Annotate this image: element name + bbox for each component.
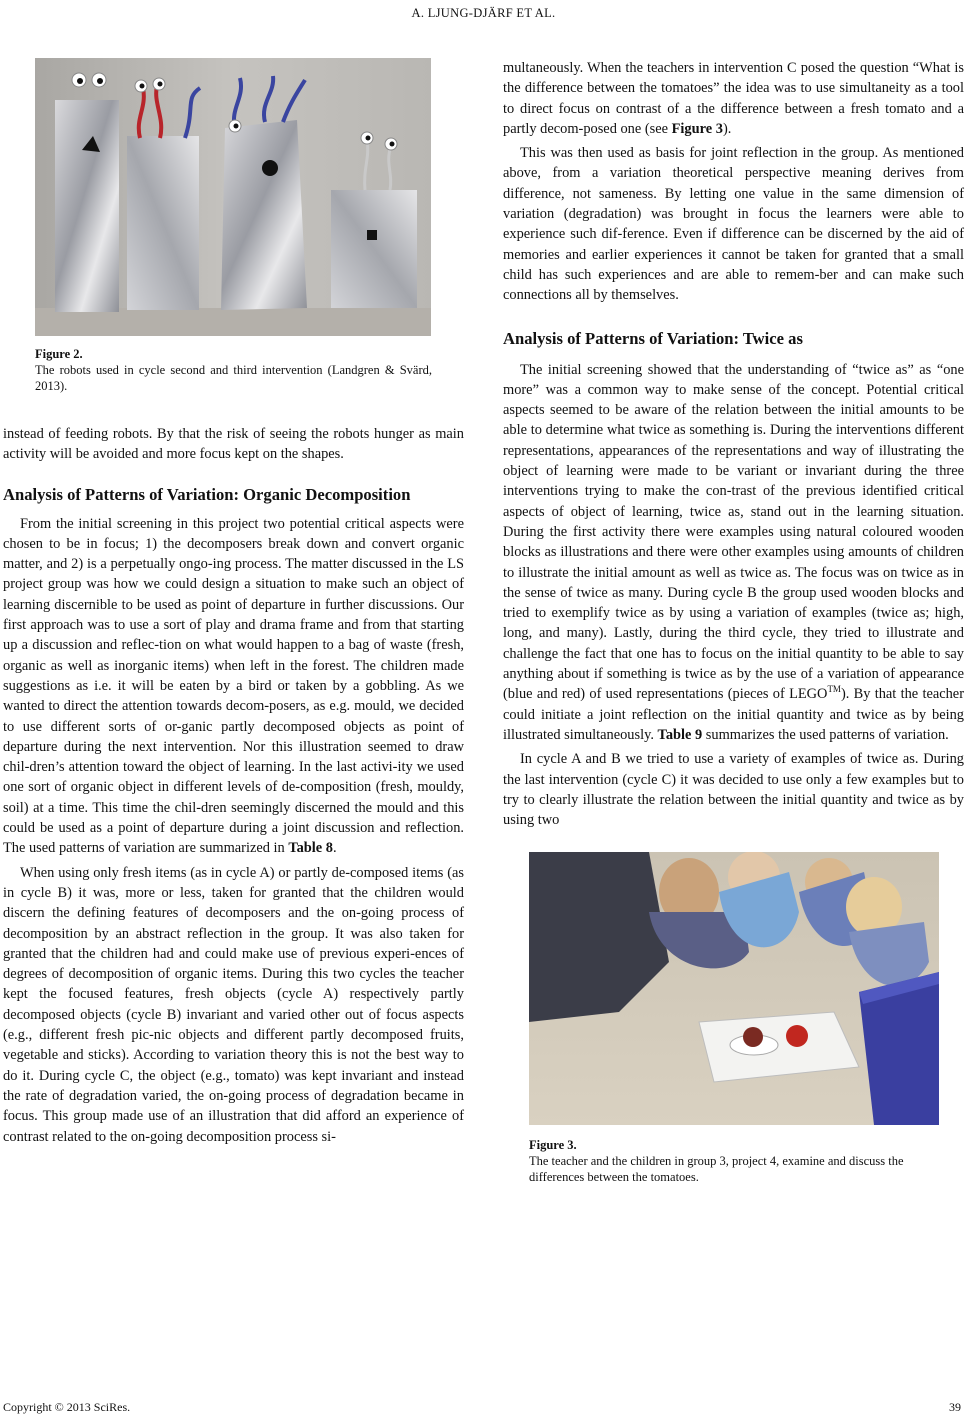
tomatoes-photo (529, 852, 939, 1125)
table-8-reference[interactable]: Table 8 (288, 840, 333, 857)
organic-paragraph-2: When using only fresh items (as in cycle A) or partly de-composed items (as in cycle B) it was, more or less, taken for granted that the children would discern the defining features of decomposers and the on-going process of decomposition by an abstract reflection in the group. It was also taken for granted that the children had and could make use of previous experi-ences of degrees of decomposition of organic items. During this two cycles the teacher kept the focused features, fresh objects (cycle A) respectively partly decomposed objects (cycle B) invariant and varied other out of focus aspects (e.g., different fresh pic-nic objects and different partly decomposed fruits, vegetable and sticks). According to variation theory this is not the best way to do it. During cycle C, the object (e.g., tomato) was kept invariant and instead the rate of degradation varied, the on-going process of degradation became in focus. This group made use of an illustration that did afford an experience of contrast related to the on-going decomposition process si- (3, 864, 464, 1145)
organic-paragraph-1: From the initial screening in this project two potential critical aspects were chosen to be in focus; 1) the decomposers break down and convert organic matter, and 2) is a perpetually ongo-ing process. The matter discussed in the LS project group was how we could design a situation to make such an object of learning discernible to be used as point of departure in further discussions. Our first approach was to use a sort of play and drama frame and from that starting up a discussion and reflec-tion on what would happen to a bag of waste (fresh, organic as well as inorganic items) when left in the forest. The children made suggestions as i.e. it will be eaten by a bird or taken by a gobbling. As we wanted to direct the attention towards decom-posers, as e.g. mould, we decided to use different sorts of or-ganic partly decomposed objects as point of departure during the next intervention. Nor this illustration seemed to draw chil-dren’s attention toward the object of learning. In the last activi-ity we used one sort of organic object in different levels of de-composition (fresh, mouldy, soil) at a time. This time the chil-dren seemingly discerned the mould and this could be used as a point of departure during a joint discussion and reflection. The used patterns of variation are summarized in Table 8. (3, 515, 464, 857)
right-column (503, 58, 964, 1185)
page-footer (3, 1400, 961, 1415)
running-head: A. LJUNG-DJÄRF ET AL. (411, 6, 556, 20)
page-number: 39 (949, 1400, 961, 1414)
robots-photo (35, 58, 431, 336)
copyright: Copyright © 2013 SciRes. (3, 1400, 131, 1414)
left-column (3, 52, 464, 1147)
tomatoes-illustration (529, 852, 939, 1125)
figure-3-title: Figure 3. (529, 1138, 577, 1153)
figure-3-caption (529, 1137, 939, 1185)
figure-3-reference[interactable]: Figure 3 (671, 120, 723, 137)
figure-2-title: Figure 2. (35, 347, 83, 361)
twice-as-paragraph-1: The initial screening showed that the understanding of “twice as” as “one more” was a common way to make sense of the concept. Potential critical aspects seemed to be aware of the relation between the initial amounts to be able to determine what twice as something is. During the interventions different representations, appearances of the representations and way of illustrating the object of learning were made to be variant or invariant during the three interventions trying to make the con-trast of the previous identified critical aspects of object of learning, twice as, stand out in the learning situation. During the first activity there were examples using natural coloured wooden blocks as illustrations and there were other examples using amounts of children to illustrate the initial amount as well as twice as. The focus was on twice as in the sense of twice as many. During cycle B the group used wooden blocks and tried to exemplify twice as by using a variation of examples (twice as; high, long, and many). Lastly, during the third cycle, they tried to illustrate and challenge the fact that one has to focus on the initial quantity to be able to say anything about if something is twice as by the use of a variation of appearance (blue and red) of used representations (pieces of LEGO™). By that the teacher could initiate a joint reflection on the initial quantity and twice as by being illustrated simultaneously. Table 9 summarizes the used patterns of variation. (503, 361, 964, 743)
figure-3-caption-text: The teacher and the children in group 3, project 4, examine and discuss the differences between the tomatoes. (529, 1154, 904, 1185)
table-9-reference[interactable]: Table 9 (657, 726, 703, 743)
trademark-superscript: TM (827, 684, 841, 695)
figure-2-caption-text: The robots used in cycle second and third intervention (Landgren & Svärd, 2013). (35, 363, 432, 393)
figure-3 (529, 852, 939, 1185)
section-heading-organic-decomposition: Analysis of Patterns of Variation: Organic Decomposition (3, 484, 411, 504)
twice-as-paragraph-2: In cycle A and B we tried to use a variety of examples of twice as. During the last intervention (cycle C) it was decided to use only a few examples but to try to clearly illustrate the relation between the initial quantity and twice as by using two (503, 751, 964, 829)
reflection-paragraph: This was then used as basis for joint reflection in the group. As mentioned above, from a variation theoretical perspective meaning derives from difference, not sameness. By letting one value in the same dimension of variation (degradation) was brought in focus the learners were able to experience such dif-ference. Even if difference can be discerned by the aid of memories and earlier experiences it cannot be taken for granted that a small child has such experiences and are able to remem-ber and can make such connections all by themselves. (503, 145, 964, 304)
figure-2-caption (35, 346, 432, 394)
right-continuation-paragraph: multaneously. When the teachers in intervention C posed the question “What is the difference between the tomatoes” the idea was to use simultaneity as a tool to direct focus on contrast of a the difference between a fresh tomato and a partly decom-posed one (see Figure 3). (503, 60, 964, 137)
section-heading-twice-as: Analysis of Patterns of Variation: Twice as (503, 328, 803, 348)
robots-illustration (35, 58, 431, 336)
figure-2 (35, 58, 432, 394)
left-continuation-paragraph: instead of feeding robots. By that the risk of seeing the robots hunger as main activity will be avoided and more focus kept on the shapes. (3, 426, 464, 463)
